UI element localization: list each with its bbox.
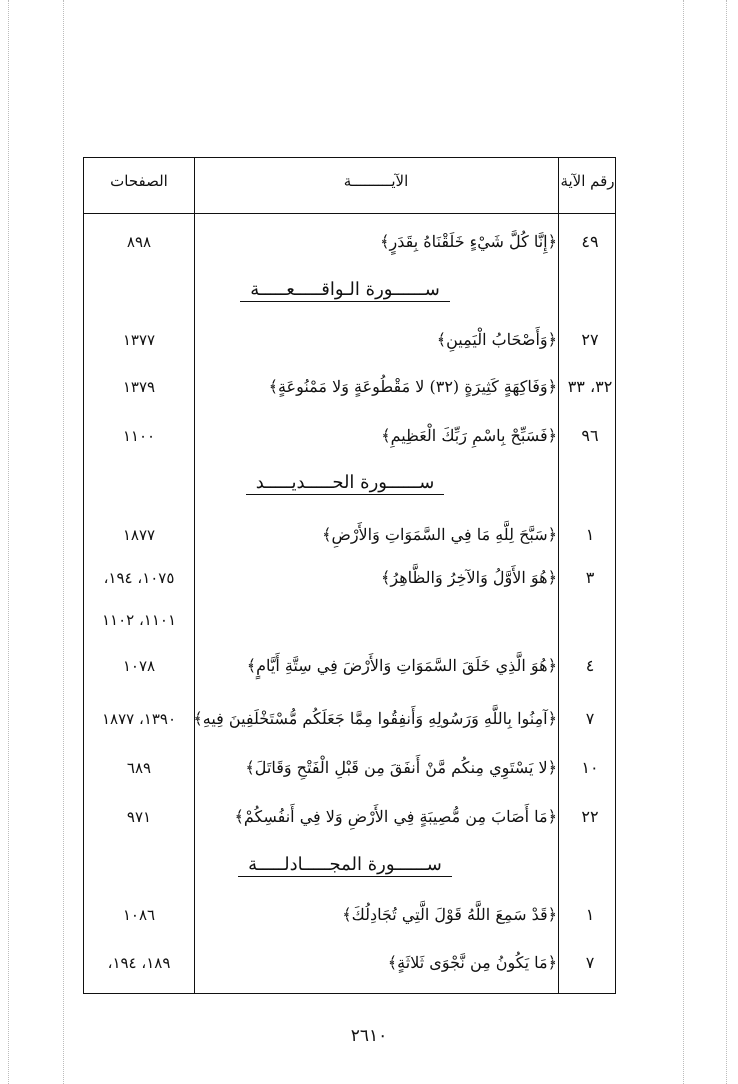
verse-text: ﴿وَفَاكِهَةٍ كَثِيرَةٍ (٣٢) لا مَقْطُوعَةٍ وَلا مَمْنُوعَةٍ﴾ — [268, 377, 557, 396]
surah-heading: ســــــورة الـواقـــــعـــــة — [240, 279, 450, 302]
verse-number: ٣٢، ٣٣ — [567, 377, 613, 396]
table-row — [84, 598, 615, 642]
page-references: ١٣٧٩ — [122, 378, 156, 396]
verse-text: ﴿هُوَ الَّذِي خَلَقَ السَّمَوَاتِ وَالأَرْضَ فِي سِتَّةِ أَيَّامٍ﴾ — [246, 656, 557, 675]
page-references: ١١٠١، ١١٠٢ — [101, 611, 177, 629]
table-row — [84, 746, 615, 790]
verse-text: ﴿آمِنُوا بِاللَّهِ وَرَسُولِهِ وَأَنفِقُوا مِمَّا جَعَلَكُم مُّسْتَخْلَفِينَ فِيهِ﴾ — [193, 709, 557, 728]
verse-text: ﴿هُوَ الأَوَّلُ وَالآخِرُ وَالظَّاهِرُ﴾ — [381, 568, 557, 587]
surah-heading: ســــــورة الحـــــديـــــد — [246, 472, 445, 495]
page-references: ٦٨٩ — [126, 759, 152, 777]
surah-heading-row — [84, 843, 615, 887]
table-row — [84, 318, 615, 362]
verse-number: ٧ — [585, 953, 595, 972]
page-references: ٨٩٨ — [126, 233, 152, 251]
table-row — [84, 513, 615, 557]
surah-heading: ســــــورة المجـــــادلـــــة — [238, 854, 452, 877]
page-references: ١٣٩٠، ١٨٧٧ — [101, 710, 177, 728]
header-pages: الصفحات — [110, 172, 168, 190]
verse-number — [565, 598, 615, 642]
surah-heading-row — [84, 461, 615, 505]
verse-text: ﴿مَا يَكُونُ مِن نَّجْوَى ثَلاثَةٍ﴾ — [387, 953, 557, 972]
header-divider — [84, 213, 615, 214]
header-verse: الآيـــــــــة — [343, 172, 409, 190]
verse-number: ٢٧ — [581, 330, 599, 349]
table-row — [84, 414, 615, 458]
verse-number: ٤٩ — [581, 232, 599, 251]
page-references: ١١٠٠ — [122, 427, 156, 445]
margin-dotted-line — [63, 0, 64, 1084]
verse-text: ﴿قَدْ سَمِعَ اللَّهُ قَوْلَ الَّتِي تُجَادِلُكَ﴾ — [342, 905, 557, 924]
table-row — [84, 644, 615, 688]
verse-number: ١٠ — [581, 758, 599, 777]
verse-index-table — [83, 157, 616, 994]
verse-text: ﴿لا يَسْتَوِي مِنكُم مَّنْ أَنفَقَ مِن قَبْلِ الْفَتْحِ وَقَاتَلَ﴾ — [245, 758, 557, 777]
verse-text: ﴿إِنَّا كُلَّ شَيْءٍ خَلَقْنَاهُ بِقَدَرٍ﴾ — [380, 232, 557, 251]
page-number: ٢٦١٠ — [350, 1026, 388, 1046]
table-row — [84, 556, 615, 600]
table-row — [84, 365, 615, 409]
verse-number: ٩٦ — [581, 426, 599, 445]
verse-number: ٤ — [585, 656, 595, 675]
verse-number: ٢٢ — [581, 807, 599, 826]
verse-text — [257, 598, 557, 642]
verse-text: ﴿سَبَّحَ لِلَّهِ مَا فِي السَّمَوَاتِ وَالأَرْضِ﴾ — [322, 525, 557, 544]
table-row — [84, 220, 615, 264]
verse-number: ١ — [585, 905, 595, 924]
surah-heading-row — [84, 268, 615, 312]
verse-text: ﴿فَسَبِّحْ بِاسْمِ رَبِّكَ الْعَظِيمِ﴾ — [381, 426, 557, 445]
page-references: ٩٧١ — [126, 808, 152, 826]
header-verse-number: رقم الآية — [560, 172, 615, 190]
page-references: ١٠٨٦ — [122, 906, 156, 924]
page-references: ١٨٧٧ — [122, 526, 156, 544]
margin-dotted-line — [8, 0, 9, 1084]
page-references: ١٠٧٥، ١٩٤، — [103, 569, 175, 587]
verse-number: ١ — [585, 525, 595, 544]
margin-dotted-line — [683, 0, 684, 1084]
table-row — [84, 941, 615, 985]
verse-number: ٣ — [585, 568, 595, 587]
table-row — [84, 893, 615, 937]
verse-text: ﴿مَا أَصَابَ مِن مُّصِيبَةٍ فِي الأَرْضِ وَلا فِي أَنفُسِكُمْ﴾ — [234, 807, 557, 826]
table-row — [84, 697, 615, 741]
table-row — [84, 795, 615, 839]
verse-text: ﴿وَأَصْحَابُ الْيَمِينِ﴾ — [436, 330, 557, 349]
page-references: ١٠٧٨ — [122, 657, 156, 675]
verse-number: ٧ — [585, 709, 595, 728]
page-references: ١٣٧٧ — [122, 331, 156, 349]
page-references: ١٨٩، ١٩٤، — [107, 954, 171, 972]
margin-dotted-line — [726, 0, 727, 1084]
